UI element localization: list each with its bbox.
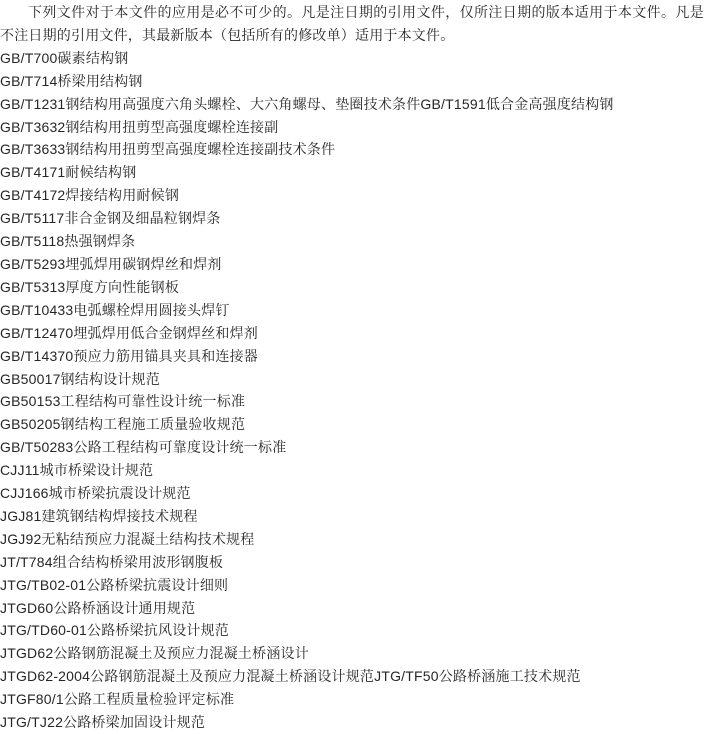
list-item: JTGD62-2004公路钢筋混凝土及预应力混凝土桥涵设计规范JTG/TF50公路桥涵施工技术规范 xyxy=(0,668,581,685)
list-item: GB/T10433电弧螺栓焊用圆接头焊钉 xyxy=(0,301,230,318)
list-item: GB50017钢结构设计规范 xyxy=(0,370,160,387)
list-item: GB/T5117非合金钢及细晶粒钢焊条 xyxy=(0,210,221,227)
list-item: GB/T3633钢结构用扭剪型高强度螺栓连接副技术条件 xyxy=(0,141,336,158)
list-item: GB50205钢结构工程施工质量验收规范 xyxy=(0,416,246,433)
list-item: JTG/TD60-01公路桥梁抗风设计规范 xyxy=(0,622,229,639)
list-item: GB50153工程结构可靠性设计统一标准 xyxy=(0,393,246,410)
list-item: JT/T784组合结构桥梁用波形钢腹板 xyxy=(0,553,224,570)
list-item: GB/T5118热强钢焊条 xyxy=(0,233,136,250)
list-item: GB/T700碳素结构钢 xyxy=(0,49,129,66)
list-item: GB/T3632钢结构用扭剪型高强度螺栓连接副 xyxy=(0,118,279,135)
list-item: GB/T4171耐候结构钢 xyxy=(0,164,137,181)
list-item: CJJ166城市桥梁抗震设计规范 xyxy=(0,485,191,502)
list-item: JGJ81建筑钢结构焊接技术规程 xyxy=(0,507,198,524)
list-item: JTGD60公路桥涵设计通用规范 xyxy=(0,599,196,616)
list-item: GB/T4172焊接结构用耐候钢 xyxy=(0,187,180,204)
list-item: CJJ11城市桥梁设计规范 xyxy=(0,462,154,479)
intro-paragraph: 下列文件对于本文件的应用是必不可少的。凡是注日期的引用文件，仅所注日期的版本适用于本文件。凡是不注日期的引用文件，其最新版本（包括所有的修改单）适用于本文件。 xyxy=(0,4,704,43)
list-item: JTG/TJ22公路桥梁加固设计规范 xyxy=(0,714,206,731)
reference-list xyxy=(0,47,704,734)
list-item: JGJ92无粘结预应力混凝土结构技术规程 xyxy=(0,530,255,547)
list-item: GB/T5313厚度方向性能钢板 xyxy=(0,278,180,295)
list-item: GB/T50283公路工程结构可靠度设计统一标准 xyxy=(0,439,287,456)
list-item: GB/T714桥梁用结构钢 xyxy=(0,72,143,89)
list-item: GB/T5293埋弧焊用碳钢焊丝和焊剂 xyxy=(0,255,222,272)
list-item: JTGF80/1公路工程质量检验评定标准 xyxy=(0,691,235,708)
list-item: JTG/TB02-01公路桥梁抗震设计细则 xyxy=(0,576,229,593)
list-item: GB/T14370预应力筋用锚具夹具和连接器 xyxy=(0,347,258,364)
list-item: JTGD62公路钢筋混凝土及预应力混凝土桥涵设计 xyxy=(0,645,309,662)
list-item: GB/T1231钢结构用高强度六角头螺栓、大六角螺母、垫圈技术条件GB/T1591低合金高强度结构钢 xyxy=(0,95,614,112)
list-item: GB/T12470埋弧焊用低合金钢焊丝和焊剂 xyxy=(0,324,258,341)
